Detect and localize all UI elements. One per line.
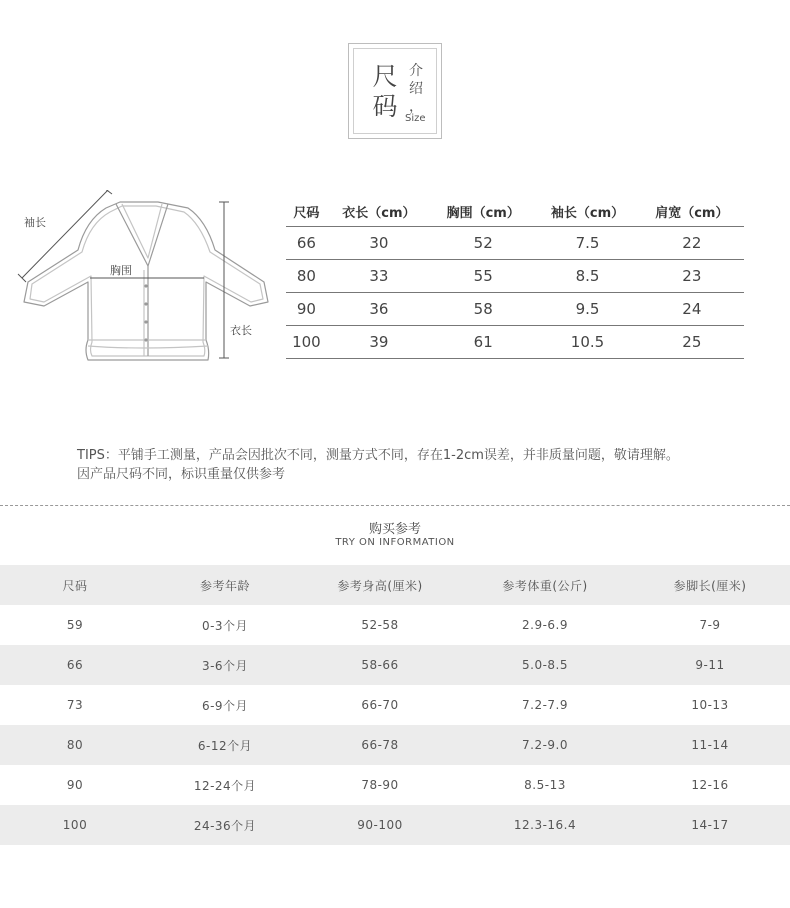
try-on-cell: 2.9-6.9: [522, 618, 568, 632]
try-on-cell: 10-13: [691, 698, 729, 712]
try-on-cell: 7.2-9.0: [522, 738, 568, 752]
try-on-row: [0, 765, 790, 805]
try-on-cell: 0-3个月: [201, 618, 249, 633]
try-on-cell: 66: [66, 658, 84, 672]
try-on-cell: 100: [62, 818, 88, 832]
header-char: 码: [372, 92, 398, 121]
size-cell: 33: [327, 260, 431, 293]
try-on-row: [0, 805, 790, 845]
size-cell: 10.5: [535, 326, 639, 359]
header-char: ，: [409, 99, 423, 115]
try-on-cell: 58-66: [361, 658, 399, 672]
garment-diagram: [10, 190, 270, 375]
try-on-cell: 9-11: [695, 658, 725, 672]
try-on-cell: 80: [66, 738, 84, 752]
size-table: [286, 196, 744, 359]
size-table-header: 胸围（cm）: [431, 196, 535, 227]
dashed-divider: [0, 505, 790, 506]
try-on-cell: 8.5-13: [524, 778, 566, 792]
tips-line: 因产品尺码不同，标识重量仅供参考: [77, 467, 286, 482]
try-on-row: [0, 685, 790, 725]
try-on-header: 尺码: [62, 578, 88, 593]
chest-label: 胸围: [110, 264, 132, 277]
size-table-row: [286, 293, 744, 326]
body-length-label: 衣长: [230, 324, 252, 337]
size-table-header: 尺码: [286, 196, 327, 227]
size-cell: 25: [640, 326, 744, 359]
header-char: 介: [409, 63, 423, 79]
try-on-cell: 59: [66, 618, 84, 632]
header-big-text: [371, 62, 399, 122]
size-cell: 52: [431, 227, 535, 260]
header-size-label: Size: [405, 113, 426, 124]
size-intro-header: [348, 43, 442, 139]
size-cell: 36: [327, 293, 431, 326]
try-on-cell: 66-70: [361, 698, 399, 712]
try-on-cell: 66-78: [361, 738, 399, 752]
size-cell: 61: [431, 326, 535, 359]
size-table-header-row: [286, 196, 744, 227]
try-on-cell: 78-90: [361, 778, 399, 792]
try-on-header: 参考体重(公斤): [502, 578, 588, 593]
try-on-cell: 12.3-16.4: [513, 818, 577, 832]
size-table-row: [286, 260, 744, 293]
try-on-header: 参脚长(厘米): [673, 578, 747, 593]
try-on-header: 参考身高(厘米): [337, 578, 423, 593]
try-on-cell: 7.2-7.9: [522, 698, 568, 712]
try-on-cell: 11-14: [691, 738, 729, 752]
size-table-header: 衣长（cm）: [327, 196, 431, 227]
header-char: 尺: [372, 62, 398, 91]
try-on-cell: 73: [66, 698, 84, 712]
size-cell: 58: [431, 293, 535, 326]
size-cell: 24: [640, 293, 744, 326]
tips-line: TIPS：平铺手工测量，产品会因批次不同，测量方式不同，存在1-2cm误差，并非质量问题，敬请理解。: [77, 448, 679, 463]
sleeve-length-label: 袖长: [24, 216, 46, 229]
size-cell: 80: [286, 260, 327, 293]
size-cell: 90: [286, 293, 327, 326]
try-on-cell: 7-9: [699, 618, 721, 632]
header-char: 绍: [409, 81, 423, 97]
try-on-table: [0, 565, 790, 845]
try-on-header-row: [0, 565, 790, 605]
size-cell: 39: [327, 326, 431, 359]
size-cell: 55: [431, 260, 535, 293]
size-cell: 100: [286, 326, 327, 359]
try-on-row: [0, 605, 790, 645]
try-on-cell: 12-24个月: [193, 778, 257, 793]
size-cell: 8.5: [535, 260, 639, 293]
size-table-header: 袖长（cm）: [535, 196, 639, 227]
cardigan-outline-illustration: [10, 190, 270, 375]
try-on-cell: 14-17: [691, 818, 729, 832]
size-table-row: [286, 227, 744, 260]
size-cell: 9.5: [535, 293, 639, 326]
try-on-cell: 90-100: [357, 818, 403, 832]
try-on-title: 购买参考: [368, 522, 421, 537]
try-on-cell: 24-36个月: [193, 818, 257, 833]
try-on-cell: 90: [66, 778, 84, 792]
try-on-cell: 12-16: [691, 778, 729, 792]
size-cell: 66: [286, 227, 327, 260]
try-on-row: [0, 725, 790, 765]
try-on-cell: 3-6个月: [201, 658, 249, 673]
size-cell: 22: [640, 227, 744, 260]
header-small-text: [405, 62, 427, 116]
size-cell: 30: [327, 227, 431, 260]
try-on-row: [0, 645, 790, 685]
size-table-header: 肩宽（cm）: [640, 196, 744, 227]
measurement-tips: [77, 446, 679, 484]
try-on-cell: 52-58: [361, 618, 399, 632]
size-cell: 23: [640, 260, 744, 293]
try-on-cell: 5.0-8.5: [522, 658, 568, 672]
try-on-cell: 6-9个月: [201, 698, 249, 713]
size-cell: 7.5: [535, 227, 639, 260]
size-table-row: [286, 326, 744, 359]
try-on-cell: 6-12个月: [197, 738, 253, 753]
try-on-subtitle: TRY ON INFORMATION: [335, 537, 455, 548]
try-on-header: 参考年龄: [199, 578, 250, 593]
